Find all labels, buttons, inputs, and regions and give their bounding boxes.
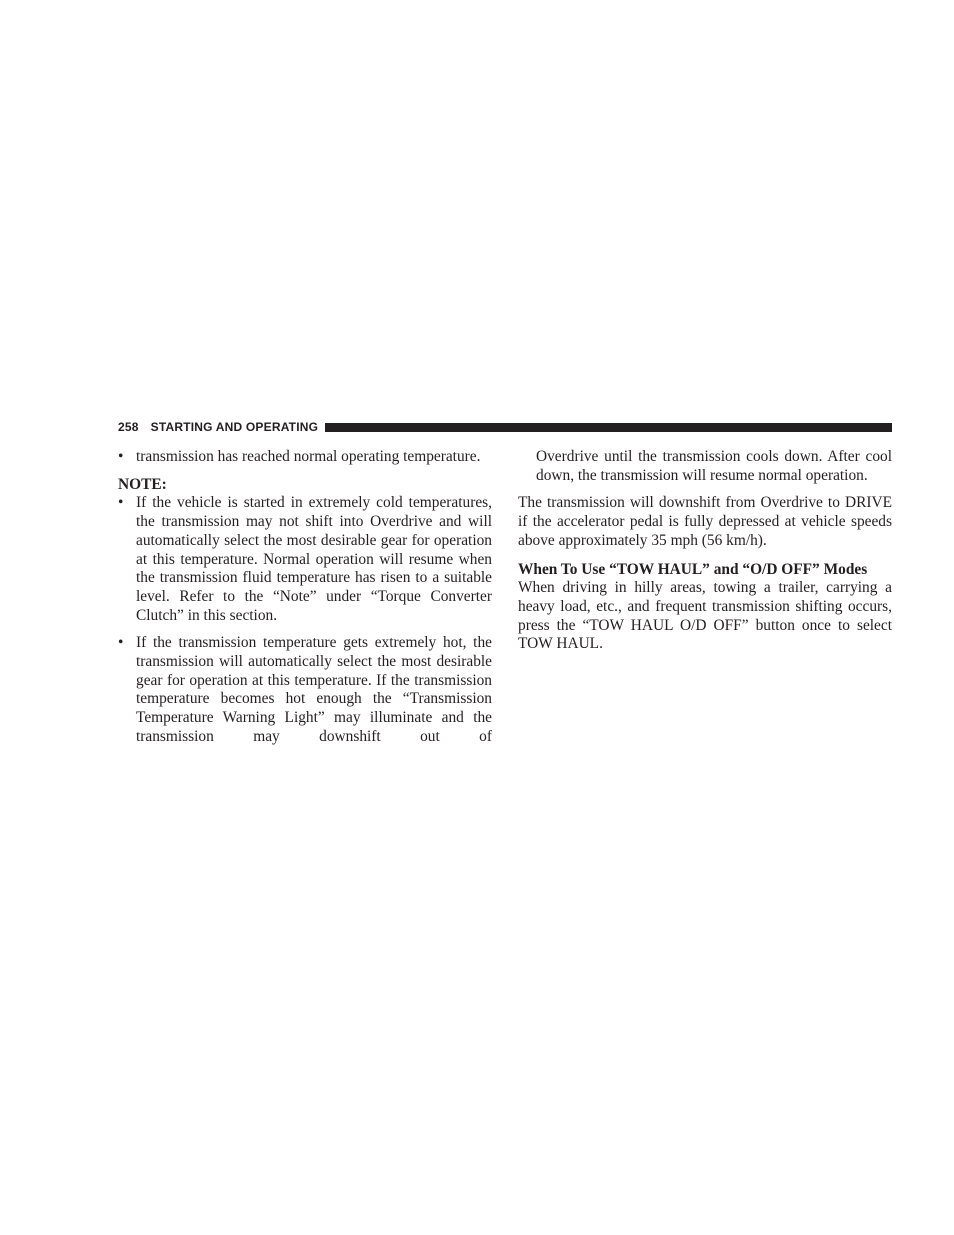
list-item: [118, 634, 492, 746]
bullet-text: transmission has reached normal operating temperature.: [136, 448, 481, 465]
note-label: NOTE:: [118, 475, 167, 493]
bullet-icon: •: [118, 448, 124, 465]
bullet-text: If the transmission temperature gets extremely hot, the transmission will automatically select the most desirable gear for operation at this temperature. If the transmission temperature becomes hot enough the “Transmission Temperature Warning Light” may illuminate and the transmission may downshift out of: [136, 634, 492, 745]
left-column: [118, 448, 492, 747]
bullet-icon: •: [118, 634, 124, 652]
list-item: [118, 494, 492, 625]
page-number: 258: [118, 420, 139, 434]
page-header: [118, 419, 892, 435]
list-item: [118, 448, 492, 467]
body-paragraph: The transmission will downshift from Overdrive to DRIVE if the accelerator pedal is fully depressed at vehicle speeds above approximately 35 mph (56 km/h).: [518, 494, 892, 549]
bullet-text: If the vehicle is started in extremely cold temperatures, the transmission may not shift into Overdrive and will automatically select the most desirable gear for operation at this temperature. Normal operation will resume when the transmission fluid temperature has risen to a suitable level. Refer to the “Note” under “Torque Converter Clutch” in this section.: [136, 494, 492, 624]
bullet-continuation: Overdrive until the transmission cools down. After cool down, the transmission will resume normal operation.: [536, 448, 892, 484]
bullet-icon: •: [118, 494, 124, 512]
section-title: STARTING AND OPERATING: [150, 420, 319, 434]
section-subheading: When To Use “TOW HAUL” and “O/D OFF” Modes: [518, 560, 868, 578]
body-paragraph: When driving in hilly areas, towing a trailer, carrying a heavy load, etc., and frequent transmission shifting occurs, press the “TOW HAUL O/D OFF” button once to select TOW HAUL.: [518, 579, 892, 653]
right-column: [518, 448, 892, 654]
header-rule: [325, 423, 892, 432]
